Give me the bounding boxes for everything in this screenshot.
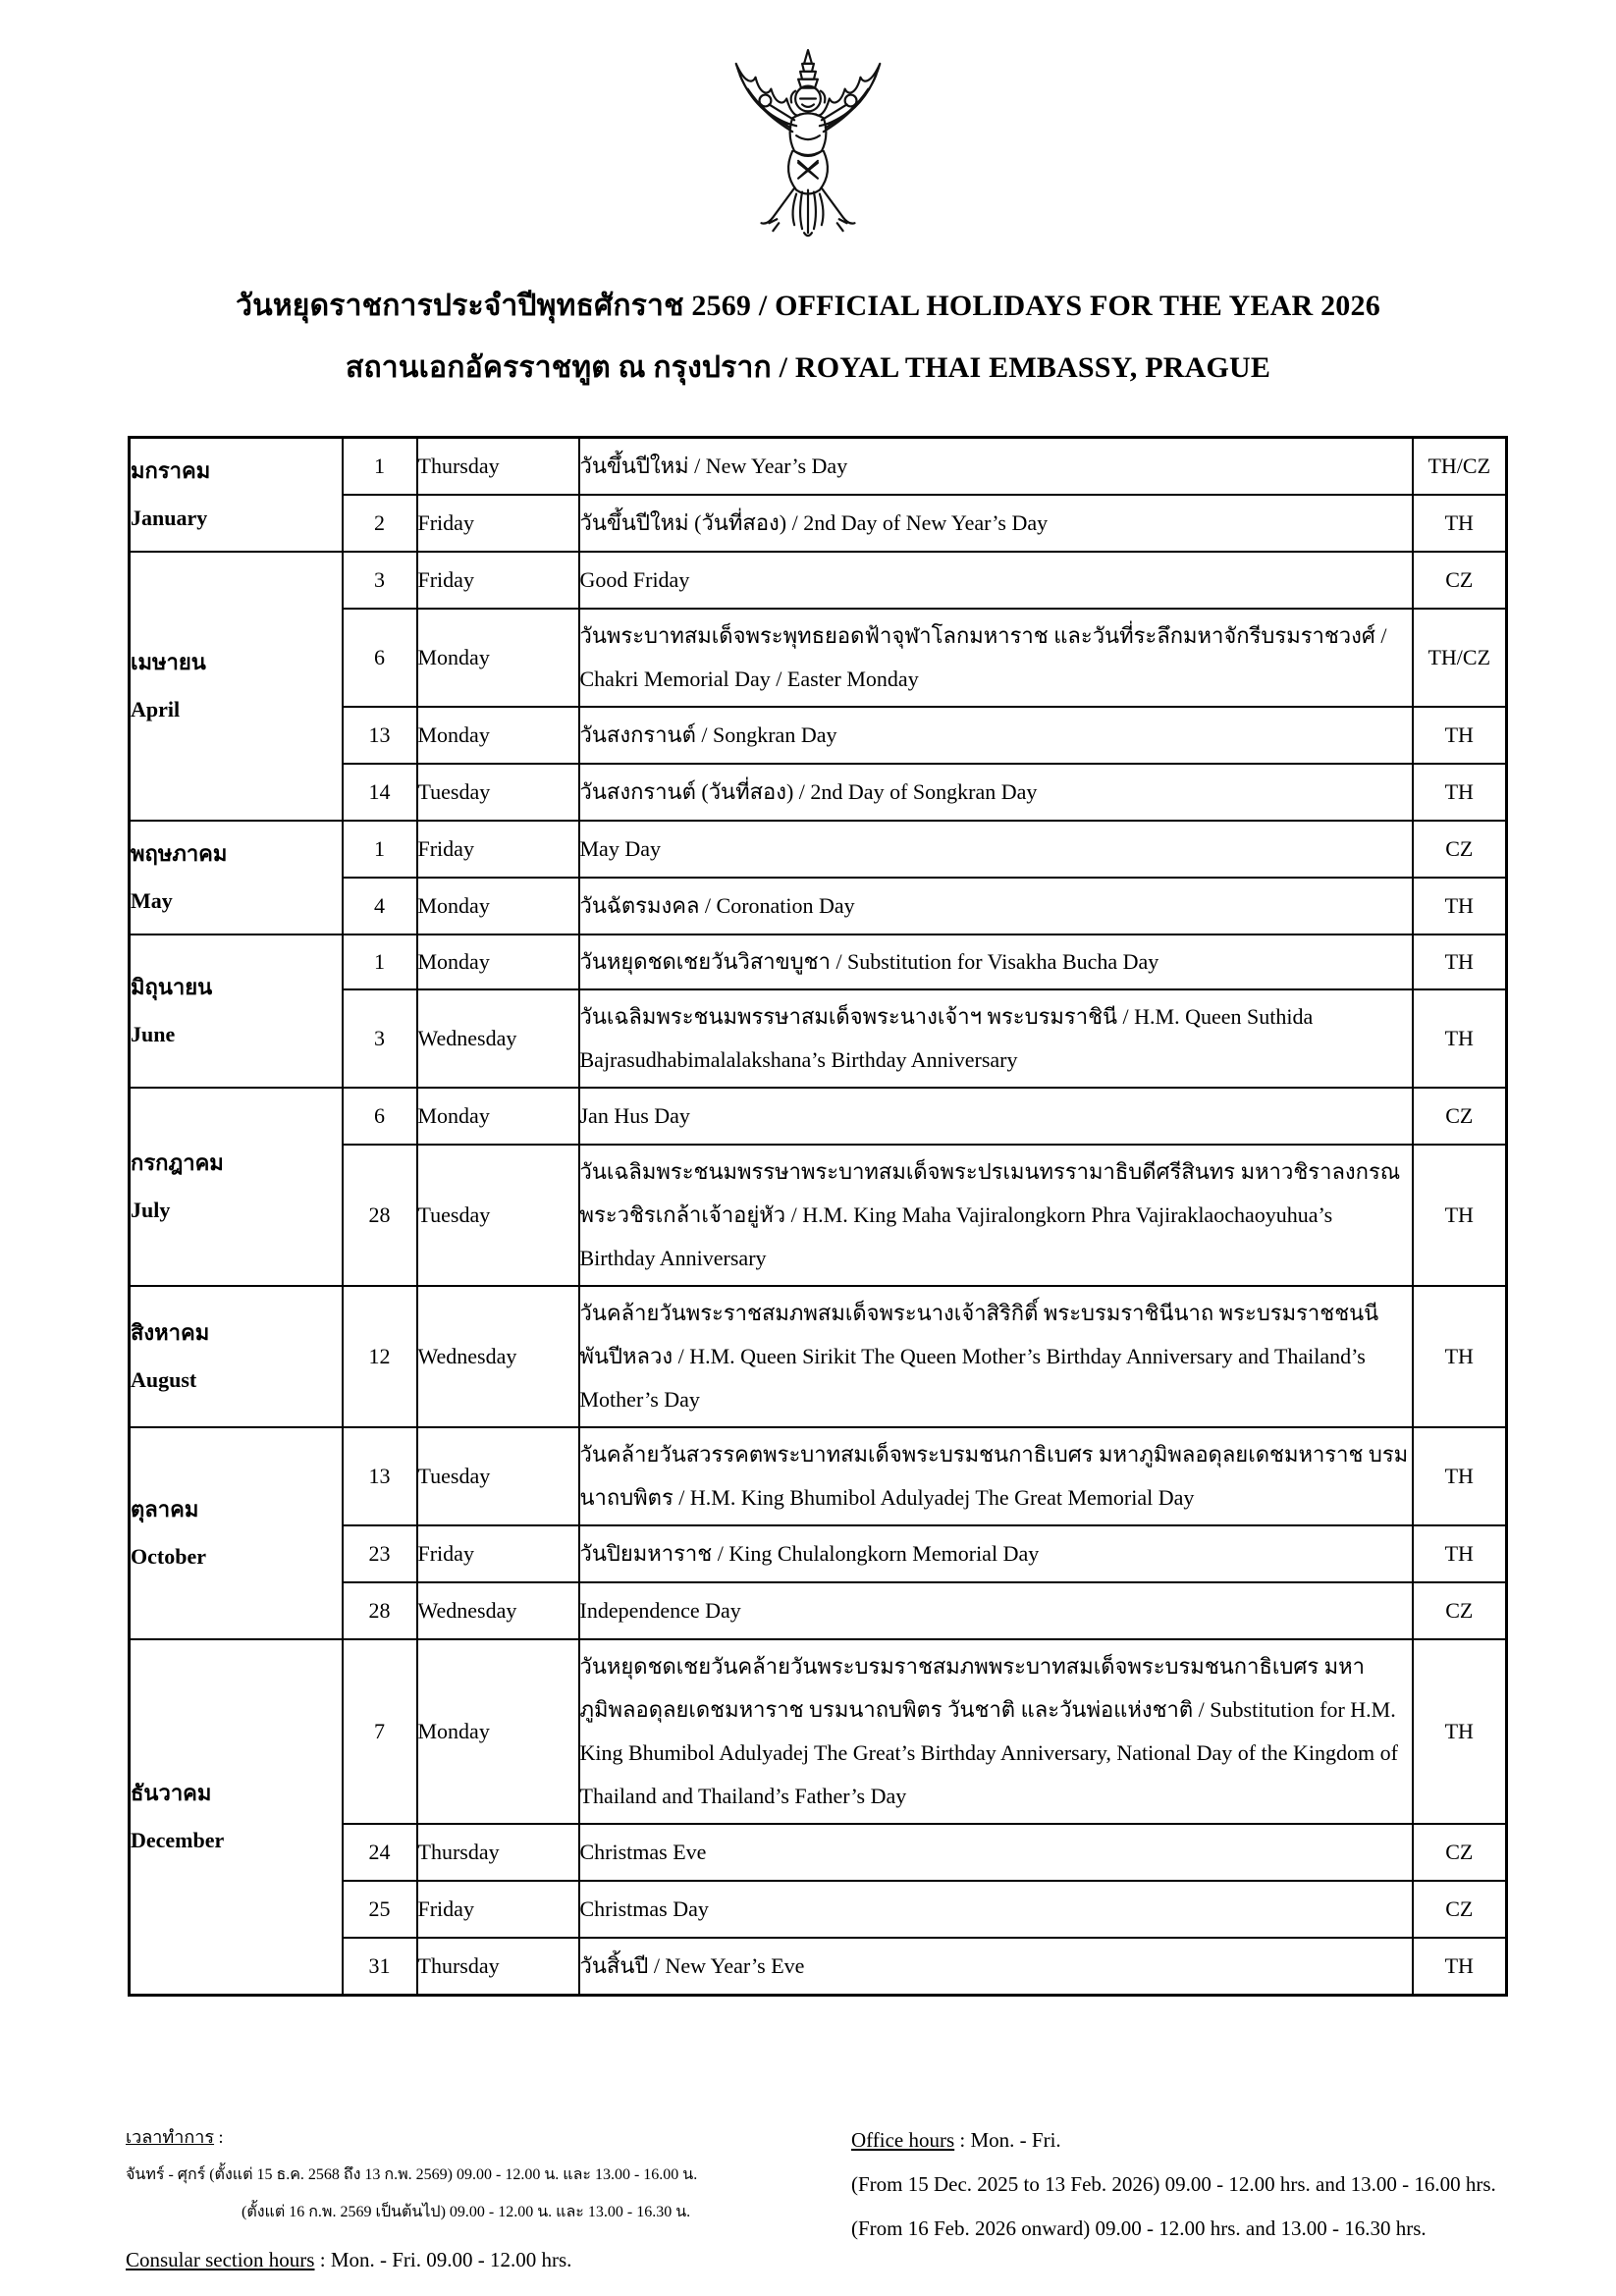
- month-name-thai: กรกฎาคม: [131, 1149, 224, 1175]
- office-hours-period1-th: จันทร์ - ศุกร์ (ตั้งแต่ 15 ธ.ค. 2568 ถึง 13 ก.พ. 2569) 09.00 - 12.00 น. และ 13.00 - 16.00 น.: [126, 2166, 698, 2183]
- month-name-english: January: [131, 506, 208, 530]
- holiday-name-cell: วันคล้ายวันพระราชสมภพสมเด็จพระนางเจ้าสิริกิติ์ พระบรมราชินีนาถ พระบรมราชชนนีพันปีหลวง / H.M. Queen Sirikit The Queen Mother’s Birthday Anniversary and Thailand’s Mother’s Day: [579, 1286, 1413, 1427]
- weekday-cell: Monday: [417, 934, 579, 989]
- office-hours-period1-en: (From 15 Dec. 2025 to 13 Feb. 2026) 09.00 - 12.00 hrs. and 13.00 - 16.00 hrs.: [851, 2172, 1496, 2196]
- observed-country-cell: CZ: [1413, 1582, 1507, 1639]
- observed-country-cell: TH: [1413, 764, 1507, 821]
- holiday-name-cell: Independence Day: [579, 1582, 1413, 1639]
- holiday-name-cell: วันปิยมหาราช / King Chulalongkorn Memorial Day: [579, 1525, 1413, 1582]
- month-name-english: October: [131, 1544, 206, 1569]
- observed-country-cell: TH: [1413, 1938, 1507, 1996]
- observed-country-cell: TH: [1413, 934, 1507, 989]
- document-subtitle: สถานเอกอัครราชทูต ณ กรุงปราก / ROYAL THAI EMBASSY, PRAGUE: [345, 351, 1271, 384]
- garuda-emblem-icon: [711, 41, 905, 257]
- month-cell: [130, 552, 343, 821]
- holiday-name-cell: วันสงกรานต์ (วันที่สอง) / 2nd Day of Songkran Day: [579, 764, 1413, 821]
- holiday-name-cell: วันหยุดชดเชยวันวิสาขบูชา / Substitution for Visakha Bucha Day: [579, 934, 1413, 989]
- holiday-name-cell: Good Friday: [579, 552, 1413, 609]
- date-cell: 6: [343, 609, 417, 707]
- holiday-name-cell: วันเฉลิมพระชนมพรรษาสมเด็จพระนางเจ้าฯ พระบรมราชินี / H.M. Queen Suthida Bajrasudhabimalalakshana’s Birthday Anniversary: [579, 989, 1413, 1088]
- month-name-thai: มิถุนายน: [131, 974, 213, 999]
- date-cell: 31: [343, 1938, 417, 1996]
- observed-country-cell: TH: [1413, 1145, 1507, 1286]
- holidays-table-body: [130, 438, 1507, 1996]
- month-name-thai: เมษายน: [131, 649, 206, 674]
- observed-country-cell: CZ: [1413, 1881, 1507, 1938]
- date-cell: 2: [343, 495, 417, 552]
- observed-country-cell: TH: [1413, 707, 1507, 764]
- observed-country-cell: TH: [1413, 1525, 1507, 1582]
- date-cell: 12: [343, 1286, 417, 1427]
- holiday-row: [130, 934, 1507, 989]
- month-name-english: May: [131, 888, 173, 913]
- date-cell: 4: [343, 878, 417, 934]
- month-name-english: July: [131, 1198, 171, 1222]
- emblem-container: [0, 0, 1616, 259]
- holiday-name-cell: วันสิ้นปี / New Year’s Eve: [579, 1938, 1413, 1996]
- holiday-name-cell: Christmas Day: [579, 1881, 1413, 1938]
- weekday-cell: Friday: [417, 821, 579, 878]
- month-name-english: August: [131, 1367, 197, 1392]
- holiday-name-cell: วันเฉลิมพระชนมพรรษาพระบาทสมเด็จพระปรเมนทรรามาธิบดีศรีสินทร มหาวชิราลงกรณ พระวชิรเกล้าเจ้าอยู่หัว / H.M. King Maha Vajiralongkorn Phra Vajiraklaochaoyuhua’s Birthday Anniversary: [579, 1145, 1413, 1286]
- holiday-name-cell: Jan Hus Day: [579, 1088, 1413, 1145]
- month-name-thai: มกราคม: [131, 457, 211, 483]
- weekday-cell: Wednesday: [417, 1286, 579, 1427]
- weekday-cell: Tuesday: [417, 1145, 579, 1286]
- holiday-name-cell: วันฉัตรมงคล / Coronation Day: [579, 878, 1413, 934]
- office-hours-heading-en: Office hours : Mon. - Fri.: [851, 2128, 1061, 2152]
- holiday-name-cell: วันหยุดชดเชยวันคล้ายวันพระบรมราชสมภพพระบาทสมเด็จพระบรมชนกาธิเบศร มหาภูมิพลอดุลยเดชมหาราช บรมนาถบพิตร วันชาติ และวันพ่อแห่งชาติ / Substitution for H.M. King Bhumibol Adulyadej The Great’s Birthday Anniversary, National Day of the Kingdom of Thailand and Thailand’s Father’s Day: [579, 1639, 1413, 1824]
- date-cell: 25: [343, 1881, 417, 1938]
- holiday-row: [130, 821, 1507, 878]
- observed-country-cell: CZ: [1413, 552, 1507, 609]
- weekday-cell: Monday: [417, 1088, 579, 1145]
- weekday-cell: Monday: [417, 609, 579, 707]
- month-cell: [130, 821, 343, 934]
- observed-country-cell: CZ: [1413, 821, 1507, 878]
- date-cell: 3: [343, 552, 417, 609]
- date-cell: 13: [343, 707, 417, 764]
- weekday-cell: Thursday: [417, 438, 579, 496]
- observed-country-cell: CZ: [1413, 1088, 1507, 1145]
- weekday-cell: Thursday: [417, 1824, 579, 1881]
- document-title: วันหยุดราชการประจำปีพุทธศักราช 2569 / OFFICIAL HOLIDAYS FOR THE YEAR 2026: [236, 290, 1380, 322]
- observed-country-cell: TH: [1413, 1639, 1507, 1824]
- holiday-row: [130, 552, 1507, 609]
- date-cell: 14: [343, 764, 417, 821]
- month-name-english: December: [131, 1828, 225, 1852]
- month-name-english: June: [131, 1022, 176, 1046]
- month-name-thai: ตุลาคม: [131, 1496, 199, 1522]
- office-hours-period2-th: (ตั้งแต่ 16 ก.พ. 2569 เป็นต้นไป) 09.00 - 12.00 น. และ 13.00 - 16.30 น.: [242, 2204, 691, 2220]
- weekday-cell: Friday: [417, 1881, 579, 1938]
- observed-country-cell: TH: [1413, 989, 1507, 1088]
- holiday-name-cell: วันสงกรานต์ / Songkran Day: [579, 707, 1413, 764]
- observed-country-cell: TH/CZ: [1413, 609, 1507, 707]
- weekday-cell: Friday: [417, 552, 579, 609]
- observed-country-cell: CZ: [1413, 1824, 1507, 1881]
- month-name-english: April: [131, 697, 181, 721]
- office-hours-period2-en: (From 16 Feb. 2026 onward) 09.00 - 12.00 hrs. and 13.00 - 16.30 hrs.: [851, 2216, 1427, 2240]
- date-cell: 13: [343, 1427, 417, 1525]
- weekday-cell: Wednesday: [417, 989, 579, 1088]
- holiday-name-cell: วันคล้ายวันสวรรคตพระบาทสมเด็จพระบรมชนกาธิเบศร มหาภูมิพลอดุลยเดชมหาราช บรมนาถบพิตร / H.M. King Bhumibol Adulyadej The Great Memorial Day: [579, 1427, 1413, 1525]
- date-cell: 24: [343, 1824, 417, 1881]
- holiday-row: [130, 1286, 1507, 1427]
- holiday-name-cell: May Day: [579, 821, 1413, 878]
- date-cell: 3: [343, 989, 417, 1088]
- holiday-row: [130, 438, 1507, 496]
- date-cell: 1: [343, 934, 417, 989]
- observed-country-cell: TH: [1413, 1427, 1507, 1525]
- footer-thai-hours: [126, 2128, 852, 2292]
- weekday-cell: Monday: [417, 707, 579, 764]
- weekday-cell: Friday: [417, 495, 579, 552]
- weekday-cell: Monday: [417, 878, 579, 934]
- month-cell: [130, 1088, 343, 1286]
- weekday-cell: Monday: [417, 1639, 579, 1824]
- date-cell: 6: [343, 1088, 417, 1145]
- footer-english-hours: [851, 2128, 1597, 2261]
- month-cell: [130, 1286, 343, 1427]
- weekday-cell: Tuesday: [417, 1427, 579, 1525]
- observed-country-cell: TH: [1413, 878, 1507, 934]
- office-hours-label-en: Office hours: [851, 2128, 955, 2152]
- observed-country-cell: TH: [1413, 1286, 1507, 1427]
- weekday-cell: Friday: [417, 1525, 579, 1582]
- holiday-row: [130, 1639, 1507, 1824]
- consular-hours-label: Consular section hours: [126, 2248, 315, 2271]
- holidays-table: [128, 436, 1508, 1997]
- office-hours-heading-th: เวลาทำการ :: [126, 2127, 224, 2147]
- month-name-thai: ธันวาคม: [131, 1780, 212, 1805]
- month-name-thai: สิงหาคม: [131, 1319, 210, 1345]
- month-name-thai: พฤษภาคม: [131, 840, 228, 866]
- holiday-name-cell: วันพระบาทสมเด็จพระพุทธยอดฟ้าจุฬาโลกมหาราช และวันที่ระลึกมหาจักรีบรมราชวงศ์ / Chakri Memorial Day / Easter Monday: [579, 609, 1413, 707]
- date-cell: 28: [343, 1145, 417, 1286]
- date-cell: 23: [343, 1525, 417, 1582]
- weekday-cell: Thursday: [417, 1938, 579, 1996]
- observed-country-cell: TH/CZ: [1413, 438, 1507, 496]
- month-cell: [130, 1639, 343, 1996]
- date-cell: 1: [343, 438, 417, 496]
- month-cell: [130, 438, 343, 553]
- month-cell: [130, 934, 343, 1088]
- holiday-name-cell: วันขึ้นปีใหม่ / New Year’s Day: [579, 438, 1413, 496]
- date-cell: 28: [343, 1582, 417, 1639]
- date-cell: 7: [343, 1639, 417, 1824]
- weekday-cell: Tuesday: [417, 764, 579, 821]
- consular-hours-line: Consular section hours : Mon. - Fri. 09.00 - 12.00 hrs.: [126, 2248, 572, 2271]
- date-cell: 1: [343, 821, 417, 878]
- weekday-cell: Wednesday: [417, 1582, 579, 1639]
- holiday-row: [130, 1427, 1507, 1525]
- office-hours-label-th: เวลาทำการ: [126, 2127, 215, 2147]
- holiday-name-cell: Christmas Eve: [579, 1824, 1413, 1881]
- observed-country-cell: TH: [1413, 495, 1507, 552]
- month-cell: [130, 1427, 343, 1639]
- holiday-name-cell: วันขึ้นปีใหม่ (วันที่สอง) / 2nd Day of New Year’s Day: [579, 495, 1413, 552]
- holiday-row: [130, 1088, 1507, 1145]
